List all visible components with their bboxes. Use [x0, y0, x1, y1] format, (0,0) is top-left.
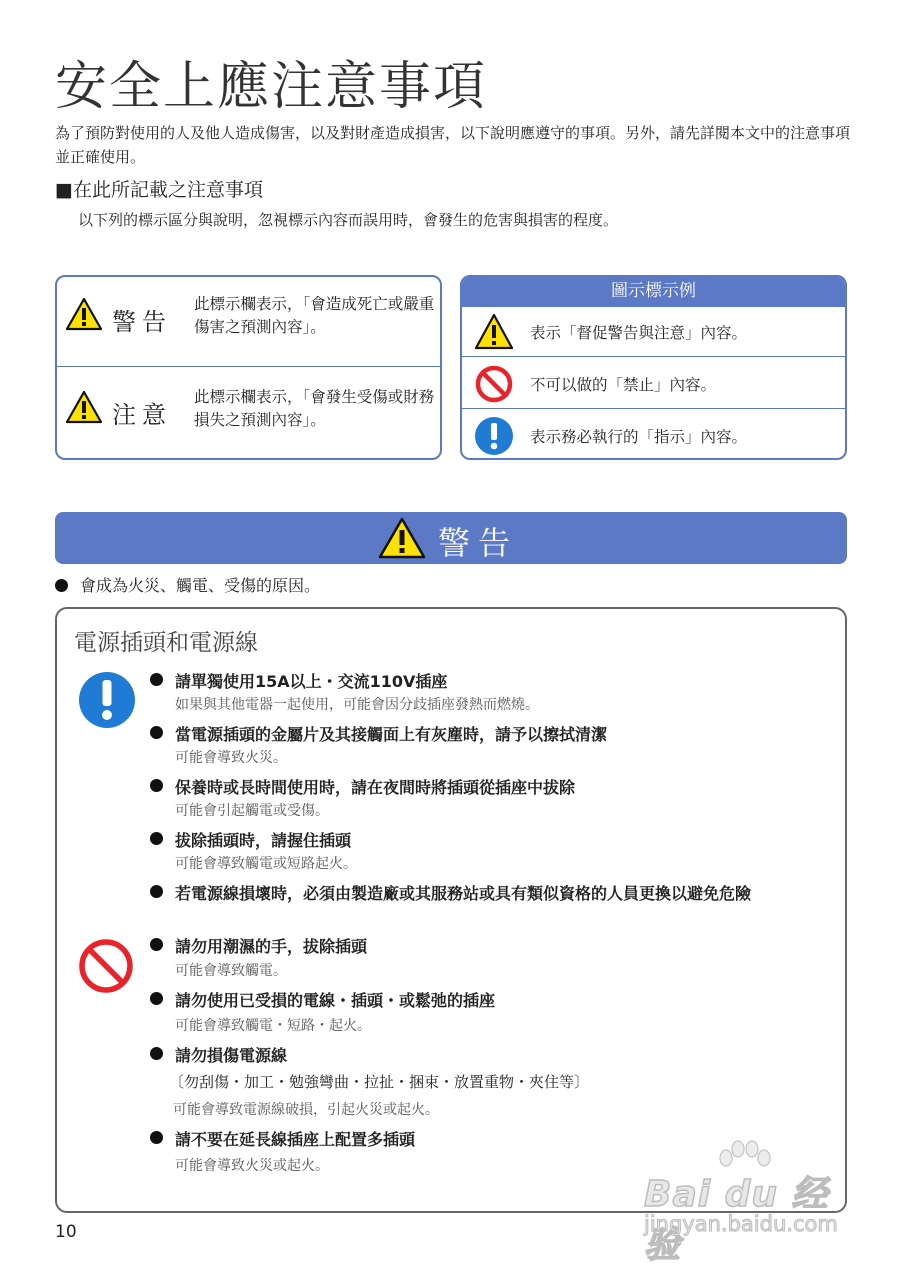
- example-row-mandatory: [462, 410, 845, 460]
- intro-paragraph: 為了預防對使用的人及他人造成傷害，以及對財產造成損害，以下說明應遵守的事項。另外，請先詳閱本文中的注意事項並正確使用。: [55, 124, 851, 166]
- level-row-warning: [57, 277, 440, 367]
- warning-banner-label: 警告: [438, 524, 519, 562]
- bullet-icon: [150, 832, 163, 845]
- example-row-warning: [462, 306, 845, 357]
- item-main: 當電源插頭的金屬片及其接觸面上有灰塵時，請予以擦拭清潔: [175, 725, 608, 744]
- warning-triangle-icon: [65, 390, 103, 424]
- item-main: 保養時或長時間使用時，請在夜間時將插頭從插座中拔除: [175, 778, 576, 797]
- item-main: 拔除插頭時，請握住插頭: [175, 831, 352, 850]
- panel-title: 電源插頭和電源線: [74, 630, 258, 656]
- item-main: 請不要在延長線插座上配置多插頭: [175, 1130, 416, 1149]
- item-main: 請勿用潮濕的手，拔除插頭: [175, 937, 368, 956]
- watermark-logo: Bai du 经验: [644, 1174, 829, 1266]
- level-name-warning: 警告: [112, 308, 172, 336]
- example-text-mandatory: 表示務必執行的「指示」內容。: [530, 428, 748, 446]
- item-sub: 可能會引起觸電或受傷。: [175, 803, 329, 819]
- item-sub: 可能會導致電源線破損，引起火災或起火。: [173, 1102, 439, 1118]
- cause-text: 會成為火災、觸電、受傷的原因。: [80, 576, 321, 595]
- level-desc-caution: 此標示欄表示，「會發生受傷或財務損失之預測內容」。: [194, 388, 435, 429]
- bullet-icon: [150, 1131, 163, 1144]
- warning-triangle-icon: [377, 516, 427, 560]
- bullet-icon: [150, 673, 163, 686]
- section-subheading: ■在此所記載之注意事項: [55, 179, 263, 201]
- example-row-prohibition: [462, 358, 845, 409]
- bullet-icon: [150, 726, 163, 739]
- example-text-warning: 表示「督促警告與注意」內容。: [530, 324, 748, 342]
- example-text-prohibition: 不可以做的「禁止」內容。: [530, 376, 717, 394]
- item-detail: 〔勿刮傷・加工・勉強彎曲・拉扯・捆束・放置重物・夾住等〕: [169, 1073, 590, 1091]
- watermark-url: jingyan.baidu.com: [644, 1212, 838, 1236]
- section-description: 以下列的標示區分與說明，忽視標示內容而誤用時，會發生的危害與損害的程度。: [78, 211, 619, 229]
- level-desc-warning: 此標示欄表示，「會造成死亡或嚴重傷害之預測內容」。: [194, 295, 435, 336]
- warning-triangle-icon: [65, 297, 103, 331]
- baidu-watermark: [640, 1140, 860, 1266]
- bullet-icon: [150, 938, 163, 951]
- mandatory-exclamation-icon: [474, 416, 514, 456]
- page-number: 10: [55, 1222, 77, 1242]
- bullet-icon: [150, 992, 163, 1005]
- bullet-icon: [150, 1047, 163, 1060]
- page-title: 安全上應注意事項: [55, 57, 488, 117]
- warning-banner: [55, 512, 847, 564]
- item-main: 請單獨使用15A以上・交流110V插座: [175, 672, 448, 691]
- item-sub: 可能會導致火災或起火。: [175, 1158, 329, 1174]
- prohibition-icon: [77, 937, 135, 995]
- item-sub: 可能會導致觸電。: [175, 963, 287, 979]
- mandatory-exclamation-icon: [78, 671, 136, 729]
- item-main: 請勿損傷電源線: [175, 1046, 288, 1065]
- level-row-caution: [57, 368, 440, 458]
- bullet-icon: [150, 779, 163, 792]
- item-sub: 可能會導致觸電・短路・起火。: [175, 1018, 371, 1034]
- bullet-icon: [55, 579, 68, 592]
- item-sub: 可能會導致觸電或短路起火。: [175, 856, 357, 872]
- icon-examples-title: 圖示標示例: [462, 277, 845, 307]
- warning-triangle-icon: [474, 312, 514, 352]
- level-name-caution: 注意: [112, 401, 172, 429]
- power-plug-panel: [55, 607, 847, 1213]
- icon-examples-table: [460, 275, 847, 460]
- cause-line: [55, 573, 320, 596]
- bullet-icon: [150, 885, 163, 898]
- item-sub: 可能會導致火災。: [175, 750, 287, 766]
- hazard-level-table: [55, 275, 442, 460]
- prohibition-icon: [474, 364, 514, 404]
- item-main: 請勿使用已受損的電線・插頭・或鬆弛的插座: [175, 991, 496, 1010]
- item-sub: 如果與其他電器一起使用，可能會因分歧插座發熱而燃燒。: [175, 697, 539, 713]
- item-main: 若電源線損壞時，必須由製造廠或其服務站或具有類似資格的人員更換以避免危險: [175, 884, 752, 903]
